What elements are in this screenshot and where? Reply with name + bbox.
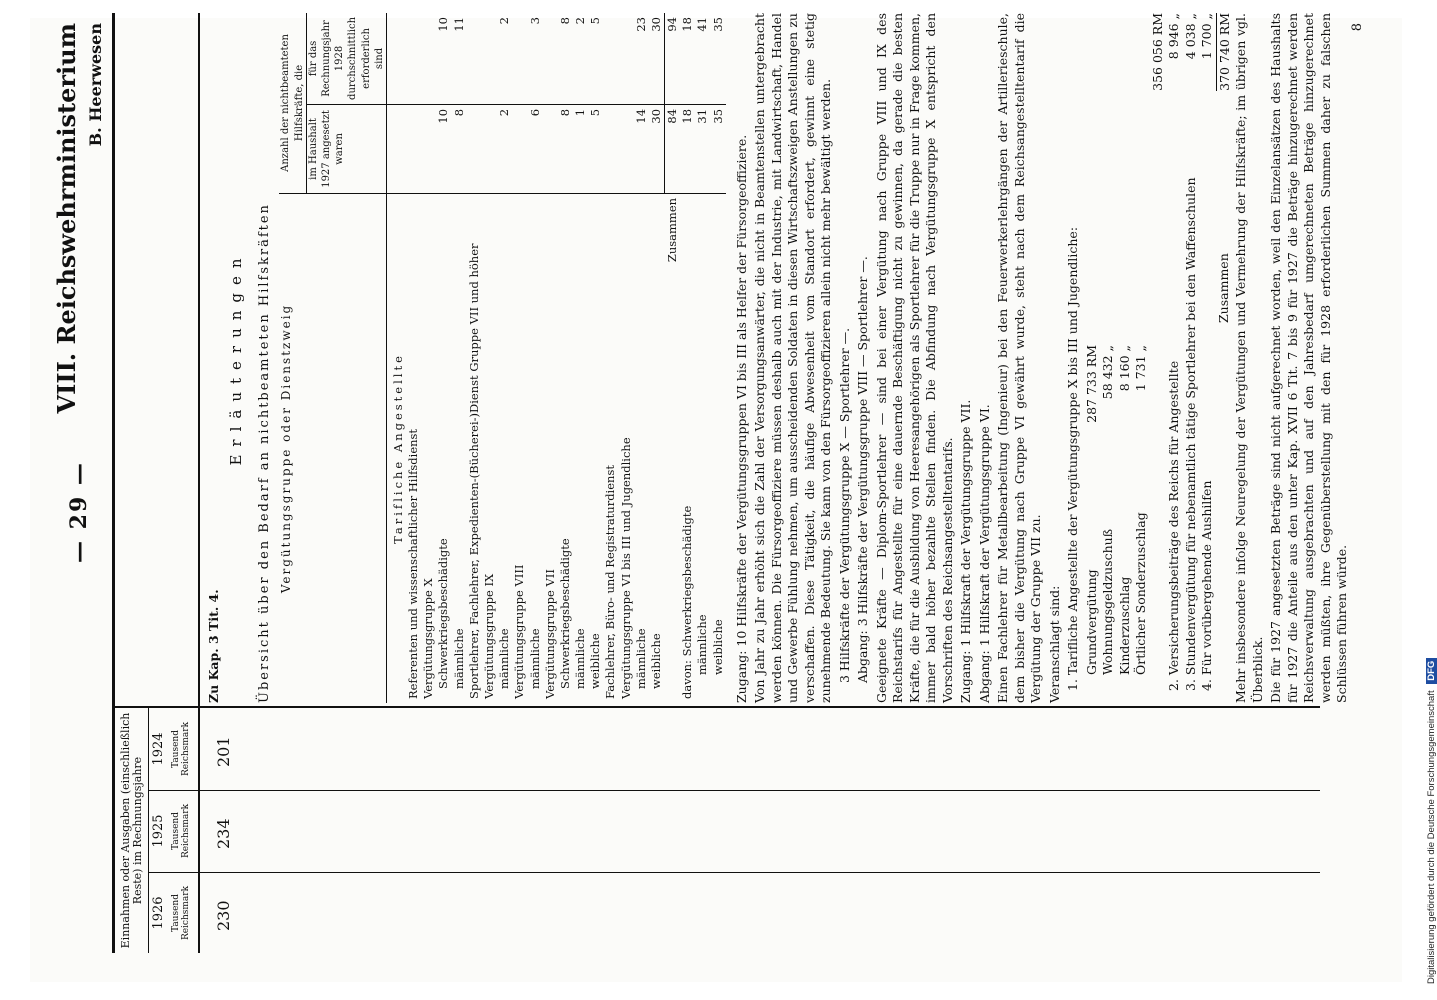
row-1927: 2 xyxy=(497,104,512,193)
mehr-note: Mehr insbesondere infolge Neuregelung der Vergütungen und Vermehrung der Hilfskräfte; im übrigen vgl. Überblick. xyxy=(1233,13,1265,703)
line-2: 3 Hilfskräfte der Vergütungsgruppe X — Sportlehrer —. xyxy=(836,327,852,683)
table-row xyxy=(528,13,543,703)
paragraph-3: Einen Fachlehrer für Metallbearbeitung (Ingenieur) bei den Feuerwerkerlehrgängen der Artillerieschule, dem bisher die Vergütung nach Gruppe VI gewährt wurde, steht nach dem Reichsangestelltentarif die Vergütung der Gruppe VII zu. xyxy=(995,13,1044,703)
row-label: Referenten und wissenschaftlicher Hilfsdienst xyxy=(406,428,421,699)
row-1928 xyxy=(482,13,497,104)
row-1928: 2 xyxy=(497,13,512,104)
row-1927: 8 xyxy=(452,104,467,193)
section-tariff: Tarifliche Angestellte xyxy=(390,353,405,544)
table-row xyxy=(588,13,603,703)
row-1927: 14 xyxy=(634,104,649,193)
table-row xyxy=(543,13,558,703)
row-1927: 8 xyxy=(558,104,573,193)
davon-1927: 31 xyxy=(695,104,710,193)
total-1928: 94 xyxy=(665,13,681,104)
sub-items xyxy=(1084,345,1150,703)
row-1928 xyxy=(619,13,634,104)
th-1928: für das Rechnungsjahr 1928 durchschnittlich erforderlich sind xyxy=(306,13,386,104)
row-1927: 30 xyxy=(649,104,665,193)
ministry-title: VIII. Reichswehrministerium xyxy=(52,23,81,414)
row-1927 xyxy=(619,104,634,193)
row-label: Vergütungsgruppe VIII xyxy=(512,564,527,699)
row-1927 xyxy=(421,104,436,193)
row-1927: 1 xyxy=(573,104,588,193)
col-divider-2 xyxy=(148,790,1320,791)
davon-row xyxy=(680,13,695,703)
row-1927 xyxy=(603,104,618,193)
dfg-badge: DFG xyxy=(1426,658,1437,684)
years-group-label: Einnahmen oder Ausgaben (einschließlich Reste) im Rechnungsjahre xyxy=(119,712,145,949)
col-divider-3 xyxy=(115,706,1320,708)
explanations-body xyxy=(206,13,1353,703)
row-label: männliche xyxy=(573,628,588,689)
unit-1926: Tausend Reichsmark xyxy=(171,885,191,941)
davon-1927: 18 xyxy=(680,104,695,193)
years-group-rule xyxy=(148,708,149,953)
running-header xyxy=(48,13,108,953)
row-1928: 10 xyxy=(436,13,451,104)
explanations-heading: Erläuterungen xyxy=(226,250,245,466)
row-1928 xyxy=(406,13,421,104)
zugang-1: Zugang: 10 Hilfskräfte der Vergütungsgruppen VI bis III als Helfer der Fürsorgeoffiziere. xyxy=(733,134,749,703)
page-number: — 29 — xyxy=(66,461,92,563)
final-note: Die für 1927 angesetzten Beträge sind nicht aufgerechnet worden, weil den Einzelansätzen des Haushalts für 1927 die Anteile aus den unter Kap. XVII 6 Tit. 7 bis 9 für 1927 die Beträge hinzugerechnet werden Reichsverwaltung ausgebrachten und auf den Jahresbedarf umgerechneten Beträge hinzugerechnet werden müßten, ihre Gegenüberstellung mit den für 1928 erforderlichen Summen daher zu falschen Schlüssen führen würde. xyxy=(1268,13,1350,703)
overview-subheading: Übersicht über den Bedarf an nichtbeamteten Hilfskräften xyxy=(257,203,273,703)
row-1928: 30 xyxy=(649,13,665,104)
table-row xyxy=(619,13,634,703)
sub-item xyxy=(1084,345,1101,675)
sub-item xyxy=(1117,345,1134,675)
value-1925: 234 xyxy=(214,818,233,849)
col-divider-1 xyxy=(148,872,1320,873)
th-anzahl: Anzahl der nichtbeamteten Hilfskräfte, die xyxy=(279,13,306,193)
row-1928: 2 xyxy=(573,13,588,104)
davon-1928: 41 xyxy=(695,13,710,104)
cost-item-value: 4 038 „ xyxy=(1182,13,1198,60)
row-1927 xyxy=(512,104,527,193)
row-1928 xyxy=(467,13,482,104)
row-1927 xyxy=(467,104,482,193)
credit-text: Digitalisierung gefördert durch die Deutsche Forschungsgemeinschaft xyxy=(1426,690,1437,984)
row-1928: 5 xyxy=(588,13,603,104)
row-1928: 11 xyxy=(452,13,467,104)
table-row xyxy=(573,13,588,703)
th-group: Vergütungsgruppe oder Dienstzweig xyxy=(279,193,386,703)
year-1924: 1924 xyxy=(151,732,166,766)
row-label: Fachlehrer, Büro- und Registraturdienst xyxy=(603,465,618,699)
row-label: Sportlehrer, Fachlehrer, Expedienten-(Bücherei-)Dienst Gruppe VII und höher xyxy=(466,243,481,699)
row-label: männliche xyxy=(633,628,648,689)
sub-item-label: Wohnungsgeldzuschuß xyxy=(1100,528,1116,675)
paragraph-1: Von Jahr zu Jahr erhöht sich die Zahl der Versorgungsanwärter, die nicht in Beamtenstellen untergebracht werden können. Die Fürsorgeoffiziere müssen deshalb auch mit der Industrie, mit Landwirtschaft, Handel und Gewerbe Fühlung nehmen, um ausscheidenden Soldaten in diesen Wirtschaftszweigen Anstellungen zu verschaffen. Diese Tätigkeit, die häufige Abwesenheit vom Standort erfordert, gewinnt eine stetig zunehmende Bedeutung. Sie kann von den Fürsorgeoffizieren allein nicht mehr bewältigt werden. xyxy=(752,13,834,703)
items xyxy=(1166,13,1216,703)
row-label: weibliche xyxy=(648,633,663,689)
sub-item-label: Grundvergütung xyxy=(1083,569,1099,675)
table-row xyxy=(467,13,482,703)
davon-1928: 35 xyxy=(711,13,726,104)
table-row xyxy=(649,13,665,703)
cost-item xyxy=(1199,13,1216,691)
grand-total-row xyxy=(1216,13,1234,703)
table-row xyxy=(482,13,497,703)
year-header-rule xyxy=(198,13,200,953)
table-row xyxy=(452,13,467,703)
row-1927: 5 xyxy=(588,104,603,193)
sub-item-value: 1 731 „ xyxy=(1133,345,1149,392)
abgang-2: Abgang: 1 Hilfskraft der Vergütungsgruppe VI. xyxy=(976,404,992,703)
sub-item-value: 287 733 RM xyxy=(1083,345,1099,423)
cost-item-label: 4. Für vorübergehende Aushilfen xyxy=(1199,480,1215,691)
row-1927: 10 xyxy=(436,104,451,193)
sub-item xyxy=(1133,345,1150,675)
value-1924: 201 xyxy=(214,736,233,767)
sidebar-credit xyxy=(1414,12,1437,992)
table-row xyxy=(558,13,573,703)
cost-item-value: 1 700 „ xyxy=(1199,13,1215,60)
davon-row xyxy=(711,13,726,703)
table-row xyxy=(421,13,436,703)
row-1928: 23 xyxy=(634,13,649,104)
sub-item-label: Örtlicher Sonderzuschlag xyxy=(1133,512,1149,675)
footer-number: 8 xyxy=(1350,23,1365,32)
table-row xyxy=(512,13,527,703)
row-label: Vergütungsgruppe X xyxy=(421,578,436,699)
staffing-table xyxy=(279,13,725,703)
row-1927 xyxy=(482,104,497,193)
value-1926: 230 xyxy=(214,900,233,931)
davon-label: männliche xyxy=(695,614,710,675)
row-1928 xyxy=(512,13,527,104)
row-label: Schwerkriegsbeschädigte xyxy=(436,538,451,689)
row-label: männliche xyxy=(451,628,466,689)
davon-row xyxy=(695,13,710,703)
davon-label: davon: Schwerkriegsbeschädigte xyxy=(680,505,695,699)
grand-total-label: Zusammen xyxy=(1215,253,1231,323)
grand-total: 370 740 RM xyxy=(1216,13,1232,91)
davon-label: weibliche xyxy=(710,619,725,675)
unit-1925: Tausend Reichsmark xyxy=(171,803,191,859)
year-1926: 1926 xyxy=(151,896,166,930)
row-label: Vergütungsgruppe VII xyxy=(542,569,557,699)
zugang-2: Zugang: 1 Hilfskraft der Vergütungsgruppe VII. xyxy=(958,399,974,703)
row-1927: 6 xyxy=(528,104,543,193)
row-label: männliche xyxy=(497,628,512,689)
cost-item-label: 3. Stundenvergütung für nebenamtlich tätige Sportlehrer bei den Waffenschulen xyxy=(1182,177,1198,691)
table-row xyxy=(436,13,451,703)
header-rule xyxy=(112,13,115,953)
davon-1928: 18 xyxy=(680,13,695,104)
sub-item-value: 58 432 „ xyxy=(1100,345,1116,400)
row-1928: 3 xyxy=(528,13,543,104)
sub-item-value: 8 160 „ xyxy=(1116,345,1132,392)
document-page xyxy=(30,13,1402,982)
table-row xyxy=(603,13,618,703)
rotated-sheet xyxy=(40,13,1370,953)
davon-1927: 35 xyxy=(711,104,726,193)
row-1928 xyxy=(543,13,558,104)
cost-item-label: 2. Versicherungsbeiträge des Reichs für Angestellte xyxy=(1166,360,1182,691)
cost-item xyxy=(1183,13,1200,691)
subtotal: 356 056 RM xyxy=(1149,13,1165,91)
sub-item-label: Kinderzuschlag xyxy=(1116,576,1132,675)
subtotal-row xyxy=(1150,13,1167,703)
abgang-1: Abgang: 3 Hilfskräfte der Vergütungsgruppe VIII — Sportlehrer —. xyxy=(855,256,871,683)
unit-1924: Tausend Reichsmark xyxy=(171,721,191,777)
chapter-reference: Zu Kap. 3 Tit. 4. xyxy=(206,589,221,703)
item-1: 1. Tarifliche Angestellte der Vergütungsgruppe X bis III und Jugendliche: xyxy=(1065,226,1081,691)
row-1928: 8 xyxy=(558,13,573,104)
total-1927: 84 xyxy=(665,104,681,193)
row-1927 xyxy=(543,104,558,193)
total-label: Zusammen xyxy=(664,197,679,263)
row-label: Vergütungsgruppe IX xyxy=(481,573,496,699)
veranschlagt: Veranschlagt sind: xyxy=(1046,585,1062,703)
row-1928 xyxy=(421,13,436,104)
th-1927: im Haushalt 1927 angesetzt waren xyxy=(306,104,386,193)
row-label: Schwerkriegsbeschädigte xyxy=(557,538,572,689)
table-row xyxy=(406,13,421,703)
cost-item-value: 8 946 „ xyxy=(1166,13,1182,60)
row-1927 xyxy=(406,104,421,193)
table-row xyxy=(634,13,649,703)
sub-item xyxy=(1100,345,1117,675)
row-label: Vergütungsgruppe VI bis III und Jugendliche xyxy=(618,437,633,699)
row-label: weibliche xyxy=(588,633,603,689)
row-label: männliche xyxy=(527,628,542,689)
row-1928 xyxy=(603,13,618,104)
table-row xyxy=(497,13,512,703)
year-1925: 1925 xyxy=(151,814,166,848)
paragraph-2: Geeignete Kräfte — Diplom-Sportlehrer — sind bei einer Vergütung nach Gruppe VIII und IX des Reichstarifs für Angestellte für eine dauernde Beschäftigung nicht zu gewinnen, da gerade die besten Kräfte, die für die Ausbildung von Heeresangehörigen als Sportlehrer für die Truppe nur in Frage kommen, immer bald höher bezahlte Stellen finden. Die Abfindung nach Vergütungsgruppe X entspricht den Vorschriften des Reichsangestelltentarifs. xyxy=(873,13,955,703)
cost-item xyxy=(1166,13,1183,691)
ministry-subtitle: B. Heerwesen xyxy=(86,23,105,147)
